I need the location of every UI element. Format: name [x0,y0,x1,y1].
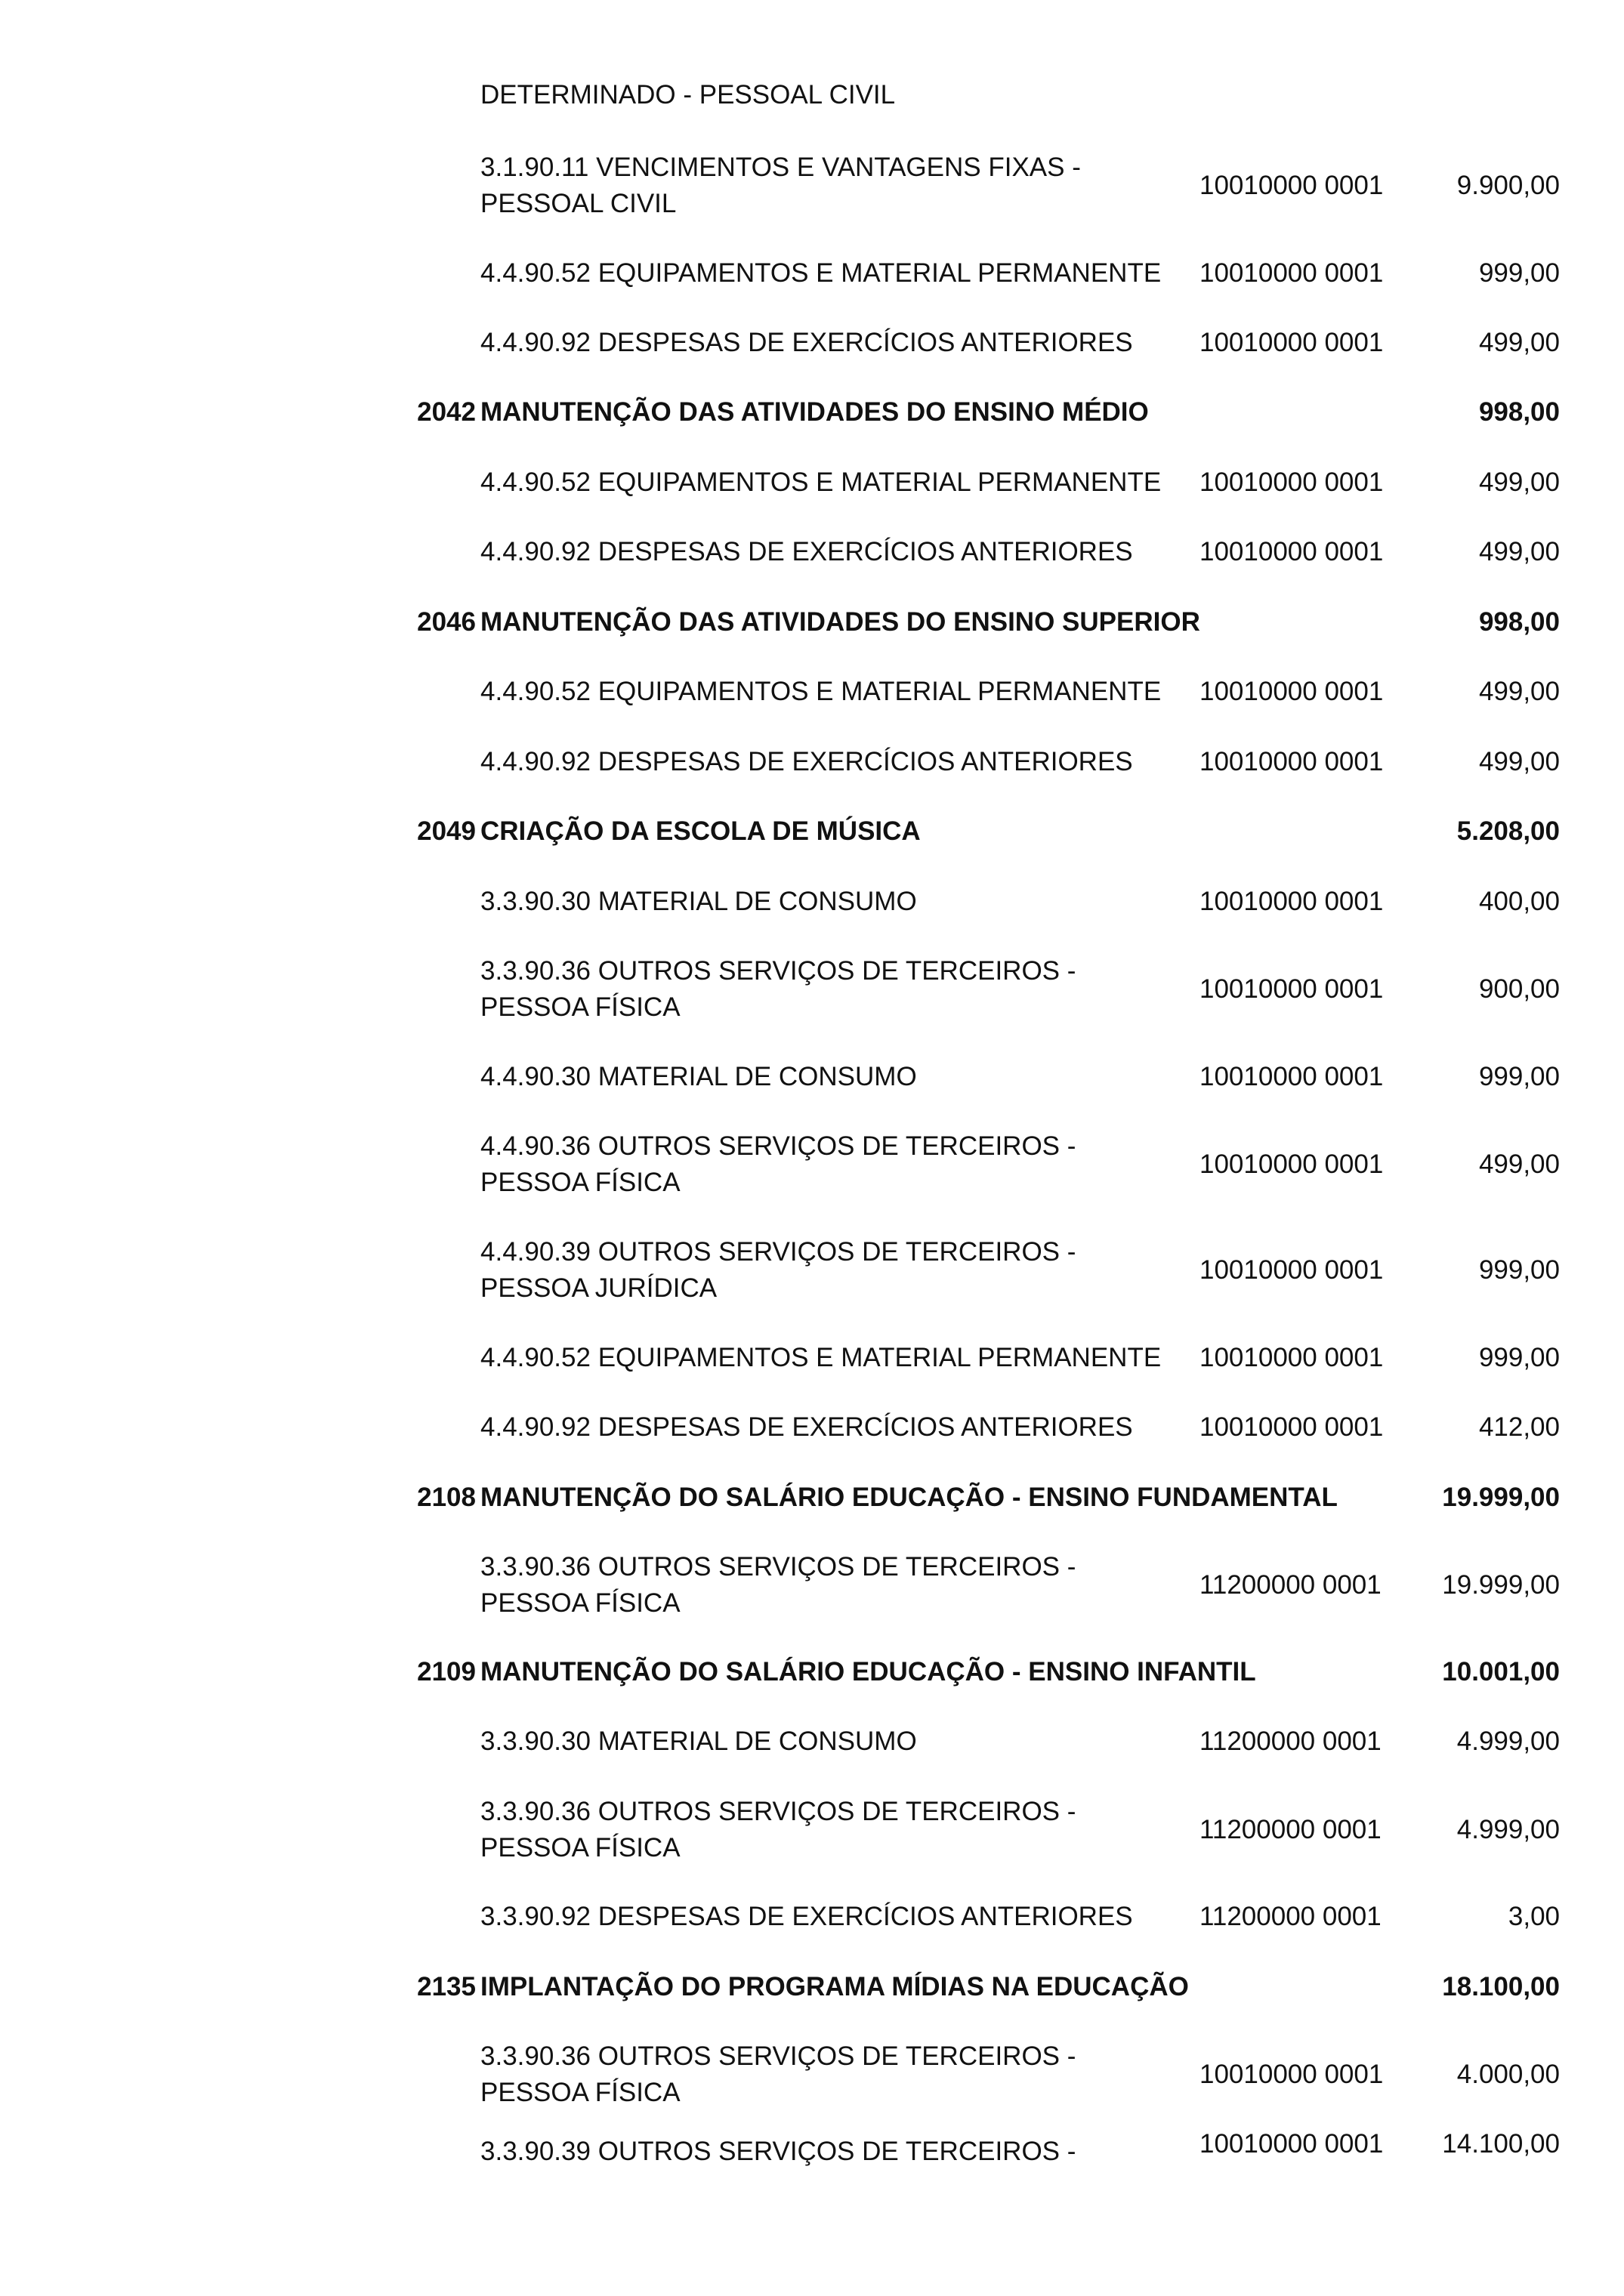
description-line: 4.4.90.92 DESPESAS DE EXERCÍCIOS ANTERIORES [480,328,1133,357]
expense-item-row [0,325,1624,361]
description [480,1724,1194,1760]
description [480,1234,1194,1307]
funding-source: 10010000 0001 [1199,747,1384,776]
description-line: 4.4.90.92 DESPESAS DE EXERCÍCIOS ANTERIORES [480,1412,1133,1442]
funding-source: 10010000 0001 [1199,2129,1384,2159]
description [480,77,1194,113]
item-amount: 4.999,00 [1456,1815,1560,1844]
item-amount: 999,00 [1478,1062,1560,1091]
description [480,813,1417,850]
action-header-row [0,604,1624,640]
item-amount: 999,00 [1478,1343,1560,1372]
expense-item-row [0,1059,1624,1095]
item-amount: 9.900,00 [1456,171,1560,200]
funding-source: 10010000 0001 [1199,468,1384,497]
action-header-row [0,394,1624,430]
funding-source: 10010000 0001 [1199,1062,1384,1091]
description-line: 4.4.90.52 EQUIPAMENTOS E MATERIAL PERMANENTE [480,258,1162,288]
description-line: 3.3.90.39 OUTROS SERVIÇOS DE TERCEIROS - [480,2137,1076,2166]
description [480,150,1194,222]
description [480,1654,1417,1690]
description [480,674,1194,710]
description-line: MANUTENÇÃO DO SALÁRIO EDUCAÇÃO - ENSINO FUNDAMENTAL [480,1483,1338,1512]
action-header-row [0,813,1624,850]
expense-item-row [0,1340,1624,1376]
description-line: 3.3.90.36 OUTROS SERVIÇOS DE TERCEIROS - [480,956,1076,986]
description-line: 4.4.90.52 EQUIPAMENTOS E MATERIAL PERMANENTE [480,468,1162,497]
description [480,2038,1194,2111]
description [480,534,1194,570]
action-total: 998,00 [1478,397,1560,427]
description [480,325,1194,361]
item-amount: 999,00 [1478,258,1560,288]
expense-item-row [0,1899,1624,1935]
item-amount: 499,00 [1478,328,1560,357]
description-line: PESSOA JURÍDICA [480,1273,718,1303]
funding-source: 10010000 0001 [1199,1343,1384,1372]
action-code: 2108 [417,1483,476,1512]
description-line: PESSOA FÍSICA [480,1168,681,1197]
description [480,1409,1194,1446]
funding-source: 10010000 0001 [1199,1255,1384,1285]
item-amount: 3,00 [1508,1902,1560,1931]
description [480,604,1417,640]
description [480,464,1194,501]
description-line: 3.3.90.36 OUTROS SERVIÇOS DE TERCEIROS - [480,1552,1076,1582]
description-line: DETERMINADO - PESSOAL CIVIL [480,80,896,110]
description-line: 4.4.90.92 DESPESAS DE EXERCÍCIOS ANTERIORES [480,537,1133,566]
item-amount: 499,00 [1478,1150,1560,1179]
funding-source: 10010000 0001 [1199,974,1384,1004]
description [480,394,1417,430]
description [480,1340,1194,1376]
funding-source: 10010000 0001 [1199,171,1384,200]
description-line: PESSOA FÍSICA [480,2078,681,2107]
description [480,1128,1194,1201]
item-amount: 14.100,00 [1442,2129,1560,2159]
action-total: 18.100,00 [1442,1972,1560,2001]
description-line: 3.3.90.36 OUTROS SERVIÇOS DE TERCEIROS - [480,2041,1076,2071]
expense-item-row [0,674,1624,710]
funding-source: 10010000 0001 [1199,537,1384,566]
action-code: 2046 [417,607,476,637]
description [480,884,1194,920]
action-header-row [0,1480,1624,1516]
description [480,1969,1417,2005]
action-code: 2109 [417,1657,476,1687]
description-line: PESSOAL CIVIL [480,189,677,218]
funding-source: 10010000 0001 [1199,887,1384,916]
item-amount: 499,00 [1478,537,1560,566]
item-amount: 999,00 [1478,1255,1560,1285]
action-total: 998,00 [1478,607,1560,637]
item-amount: 499,00 [1478,468,1560,497]
expense-item-row [0,464,1624,501]
description-line: 4.4.90.36 OUTROS SERVIÇOS DE TERCEIROS - [480,1131,1076,1161]
item-amount: 19.999,00 [1442,1570,1560,1600]
expense-item-row [0,884,1624,920]
description-line: CRIAÇÃO DA ESCOLA DE MÚSICA [480,816,921,846]
description [480,255,1194,292]
expense-item-row [0,1234,1624,1307]
item-amount: 4.000,00 [1456,2060,1560,2089]
expense-item-row [0,2038,1624,2111]
description [480,1899,1194,1935]
description-line: PESSOA FÍSICA [480,1833,681,1862]
expense-item-row [0,1549,1624,1622]
item-amount: 400,00 [1478,887,1560,916]
item-amount: 900,00 [1478,974,1560,1004]
description-line: MANUTENÇÃO DAS ATIVIDADES DO ENSINO SUPERIOR [480,607,1200,637]
funding-source: 10010000 0001 [1199,328,1384,357]
funding-source: 10010000 0001 [1199,1150,1384,1179]
description-line: 4.4.90.30 MATERIAL DE CONSUMO [480,1062,917,1091]
funding-source: 11200000 0001 [1199,1570,1382,1600]
action-code: 2042 [417,397,476,427]
action-total: 5.208,00 [1456,816,1560,846]
item-amount: 499,00 [1478,677,1560,706]
description [480,1794,1194,1866]
funding-source: 11200000 0001 [1199,1902,1382,1931]
expense-item-row [0,1794,1624,1866]
description-line: PESSOA FÍSICA [480,992,681,1022]
action-code: 2135 [417,1972,476,2001]
expense-item-row [0,150,1624,222]
item-amount: 412,00 [1478,1412,1560,1442]
action-header-row [0,1654,1624,1690]
description-line: PESSOA FÍSICA [480,1588,681,1618]
description [480,2134,1194,2170]
action-code: 2049 [417,816,476,846]
expense-item-row [0,1128,1624,1201]
description [480,1549,1194,1622]
action-total: 10.001,00 [1442,1657,1560,1687]
funding-source: 10010000 0001 [1199,2060,1384,2089]
description [480,744,1194,780]
description-line: 3.3.90.36 OUTROS SERVIÇOS DE TERCEIROS - [480,1797,1076,1826]
expense-item-row [0,2126,1624,2166]
continuation-row [0,77,1624,113]
description-line: 4.4.90.92 DESPESAS DE EXERCÍCIOS ANTERIORES [480,747,1133,776]
description [480,953,1194,1026]
expense-item-row [0,744,1624,780]
expense-item-row [0,1724,1624,1760]
description-line: 3.1.90.11 VENCIMENTOS E VANTAGENS FIXAS - [480,153,1081,182]
expense-item-row [0,953,1624,1026]
description-line: 3.3.90.30 MATERIAL DE CONSUMO [480,887,917,916]
description-line: MANUTENÇÃO DO SALÁRIO EDUCAÇÃO - ENSINO INFANTIL [480,1657,1256,1687]
description [480,1480,1417,1516]
description-line: 4.4.90.52 EQUIPAMENTOS E MATERIAL PERMANENTE [480,1343,1162,1372]
expense-item-row [0,255,1624,292]
action-total: 19.999,00 [1442,1483,1560,1512]
description-line: 3.3.90.92 DESPESAS DE EXERCÍCIOS ANTERIORES [480,1902,1133,1931]
funding-source: 11200000 0001 [1199,1727,1382,1756]
funding-source: 10010000 0001 [1199,677,1384,706]
funding-source: 10010000 0001 [1199,258,1384,288]
expense-item-row [0,534,1624,570]
funding-source: 11200000 0001 [1199,1815,1382,1844]
description-line: MANUTENÇÃO DAS ATIVIDADES DO ENSINO MÉDIO [480,397,1149,427]
description-line: IMPLANTAÇÃO DO PROGRAMA MÍDIAS NA EDUCAÇÃO [480,1972,1189,2001]
description [480,1059,1194,1095]
item-amount: 4.999,00 [1456,1727,1560,1756]
funding-source: 10010000 0001 [1199,1412,1384,1442]
action-header-row [0,1969,1624,2005]
item-amount: 499,00 [1478,747,1560,776]
expense-item-row [0,1409,1624,1446]
description-line: 4.4.90.52 EQUIPAMENTOS E MATERIAL PERMANENTE [480,677,1162,706]
description-line: 4.4.90.39 OUTROS SERVIÇOS DE TERCEIROS - [480,1237,1076,1267]
description-line: 3.3.90.30 MATERIAL DE CONSUMO [480,1727,917,1756]
